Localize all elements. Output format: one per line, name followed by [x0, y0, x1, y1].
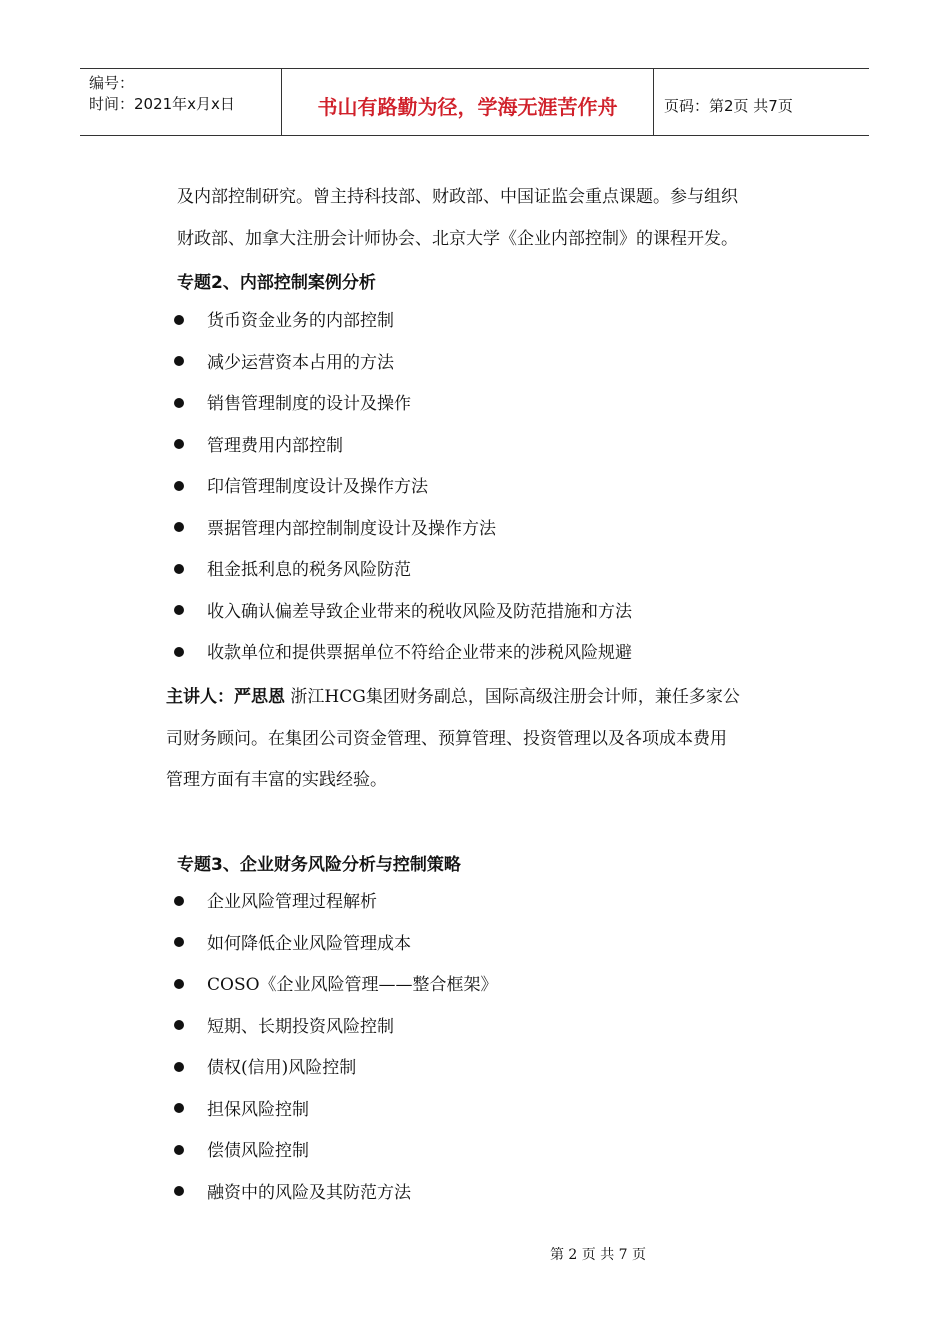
list-item: 偿债风险控制	[174, 1131, 498, 1173]
list-item: 销售管理制度的设计及操作	[174, 384, 632, 426]
list-item: 收款单位和提供票据单位不符给企业带来的涉税风险规避	[174, 633, 632, 675]
document-date: 时间：2021年x月x日	[89, 95, 235, 113]
header-page-info: 页码：第2页 共7页	[664, 96, 793, 115]
bullet-icon	[174, 564, 184, 574]
list-item: 担保风险控制	[174, 1090, 498, 1132]
list-item: 债权(信用)风险控制	[174, 1048, 498, 1090]
list-item: 租金抵利息的税务风险防范	[174, 550, 632, 592]
document-number: 编号：	[89, 74, 135, 92]
header-meta	[80, 69, 281, 135]
presenter-line-1: 主讲人：严思恩 浙江HCG集团财务副总，国际高级注册会计师，兼任多家公	[166, 687, 740, 707]
bullet-icon	[174, 896, 184, 906]
list-item: 印信管理制度设计及操作方法	[174, 467, 632, 509]
bullet-icon	[174, 356, 184, 366]
list-item: COSO《企业风险管理——整合框架》	[174, 965, 498, 1007]
bullet-icon	[174, 605, 184, 615]
bullet-icon	[174, 481, 184, 491]
list-item: 减少运营资本占用的方法	[174, 343, 632, 385]
bullet-icon	[174, 1145, 184, 1155]
bullet-icon	[174, 1020, 184, 1030]
intro-line-1: 及内部控制研究。曾主持科技部、财政部、中国证监会重点课题。参与组织	[177, 187, 738, 207]
page-footer: 第 2 页 共 7 页	[549, 1247, 647, 1263]
list-item: 收入确认偏差导致企业带来的税收风险及防范措施和方法	[174, 592, 632, 634]
header-motto: 书山有路勤为径，学海无涯苦作舟	[281, 69, 654, 135]
intro-line-2: 财政部、加拿大注册会计师协会、北京大学《企业内部控制》的课程开发。	[177, 228, 738, 249]
topic3-list	[174, 882, 498, 1214]
bullet-icon	[174, 979, 184, 989]
list-item: 票据管理内部控制制度设计及操作方法	[174, 509, 632, 551]
presenter-line-3: 管理方面有丰富的实践经验。	[166, 770, 387, 790]
topic2-heading: 专题2、内部控制案例分析	[177, 273, 376, 293]
bullet-icon	[174, 1103, 184, 1113]
presenter-name: 主讲人：严思恩	[166, 687, 285, 707]
topic3-heading: 专题3、企业财务风险分析与控制策略	[177, 855, 461, 875]
bullet-icon	[174, 937, 184, 947]
topic2-list	[174, 301, 632, 675]
intro-paragraph	[177, 177, 857, 260]
bullet-icon	[174, 1186, 184, 1196]
bullet-icon	[174, 647, 184, 657]
list-item: 管理费用内部控制	[174, 426, 632, 468]
bullet-icon	[174, 398, 184, 408]
list-item: 融资中的风险及其防范方法	[174, 1173, 498, 1215]
bullet-icon	[174, 1062, 184, 1072]
list-item: 货币资金业务的内部控制	[174, 301, 632, 343]
presenter-line-2: 司财务顾问。在集团公司资金管理、预算管理、投资管理以及各项成本费用	[166, 728, 727, 749]
bullet-icon	[174, 522, 184, 532]
bullet-icon	[174, 439, 184, 449]
list-item: 短期、长期投资风险控制	[174, 1007, 498, 1049]
bullet-icon	[174, 315, 184, 325]
list-item: 如何降低企业风险管理成本	[174, 924, 498, 966]
page-header	[80, 68, 869, 136]
presenter-paragraph	[166, 677, 846, 802]
list-item: 企业风险管理过程解析	[174, 882, 498, 924]
